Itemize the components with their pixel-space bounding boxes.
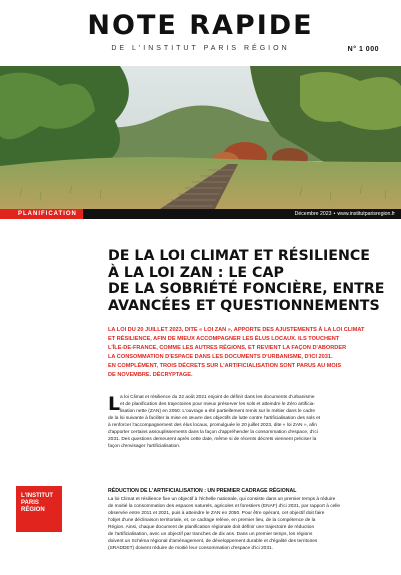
headline-line: AVANCÉES ET QUESTIONNEMENTS [108,297,380,314]
body-line: de l'artificialisation, avec un objectif par tranches de dix ans. Dans un premier temps, les régions [108,532,313,538]
body-line: (SRADDET) doivent réduire de moitié leur consommation d'espace d'ici 2031. [108,546,274,552]
body-line: de moitié la consommation des espaces naturels, agricoles et forestiers (ENAF) d'ici 2031, par rapport à celle [108,504,341,510]
category-strip [0,209,401,219]
body-line: observée entre 2011 et 2021, puis à atteindre le ZAN en 2050. Pour être opérant, cet objectif doit faire [108,511,325,517]
body-line: à renforcer l'accompagnement des élus locaux, promulguée le 20 juillet 2023, dite « loi ZAN », afin [108,423,317,429]
headline-line: DE LA LOI CLIMAT ET RÉSILIENCE [108,248,370,264]
body-line: doivent un Schéma régional d'aménagement, de développement durable et d'égalité des territoires [108,539,318,545]
headline-line: À LA LOI ZAN : LE CAP [108,264,284,281]
intro-line: LA CONSOMMATION D'ESPACE DANS LES DOCUMENTS D'URBANISME, D'ICI 2031. [108,353,333,360]
date-and-url [295,209,395,219]
publication-date: Décembre 2023 [294,211,332,217]
website-link[interactable]: www.institutparisregion.fr [337,211,395,217]
landscape-photo-icon [0,66,401,209]
logo-line: L'INSTITUT [21,493,54,499]
body-line: 2031. Des questions demeurent après cette date, même si de récents décrets viennent préciser la [108,437,317,443]
body-line: a loi Climat et résilience du 22 août 2021 enjoint de définir dans les documents d'urbanisme [120,395,315,400]
headline-line: DE LA SOBRIÉTÉ FONCIÈRE, ENTRE [108,281,385,297]
intro-line: ET RÉSILIENCE, AFIN DE MIEUX ACCOMPAGNER LES ÉLUS LOCAUX. ILS TOUCHENT [108,335,340,342]
body-line: lisation nette (ZAN) en 2050. L'ouvrage a été partiellement remis sur le métier dans le cadre [120,409,316,415]
first-paragraph [108,394,392,415]
body-line: La loi Climat et résilience fixe un objectif à l'échelle nationale, qui consiste dans un premier temps à réduire [108,497,336,502]
body-line: de la loi suivante à faciliter la mise en œuvre des objectifs de lutte contre l'artificialisation des sols et [108,416,321,422]
intro-line: LA LOI DU 20 JUILLET 2023, DITE « LOI ZAN », APPORTE DES AJUSTEMENTS À LA LOI CLIMAT [108,327,365,333]
body-text [108,394,392,450]
section-body [108,496,392,552]
section-label: PLANIFICATION [0,209,83,219]
body-line: et de planification des trajectoires pour mieux préserver les sols et atteindre le Zéro artificia- [120,402,315,408]
body-line: d'apporter certains assouplissements dans la façon d'appréhender la consommation d'espace, d'ici [108,430,318,436]
section-subheading: RÉDUCTION DE L'ARTIFICIALISATION : UN PREMIER CADRAGE RÉGIONAL [108,488,297,494]
masthead [0,0,401,60]
intro-line: L'ÎLE-DE-FRANCE, COMME LES AUTRES RÉGIONS, ET REVIENT LA FAÇON D'ABORDER [108,344,347,351]
publication-title: NOTE RAPIDE [87,10,314,41]
intro-line: EN COMPLÉMENT, TROIS DÉCRETS SUR L'ARTIFICIALISATION SONT PARUS AU MOIS [108,362,342,369]
separator: • [333,211,336,217]
cover-photo [0,66,401,209]
logo-line: PARIS [21,500,39,506]
intro-line: DE NOVEMBRE. DÉCRYPTAGE. [108,371,193,378]
intro-paragraph [108,326,392,379]
institut-logo [16,486,62,532]
issue-number: N° 1 000 [347,46,379,53]
publication-subtitle: DE L'INSTITUT PARIS RÉGION [111,45,290,52]
body-line: Région. Ainsi, chaque document de planification régionale doit définir une trajectoire de réduction [108,525,315,531]
headline [108,248,390,314]
body-line: façon d'envisager l'artificialisation. [108,444,181,450]
drop-cap: L [108,393,121,415]
body-line: l'objet d'une déclinaison territoriale, et, ce cadrage relève, en premier lieu, de la compétence de la [108,518,316,524]
logo-line: RÉGION [21,507,45,513]
